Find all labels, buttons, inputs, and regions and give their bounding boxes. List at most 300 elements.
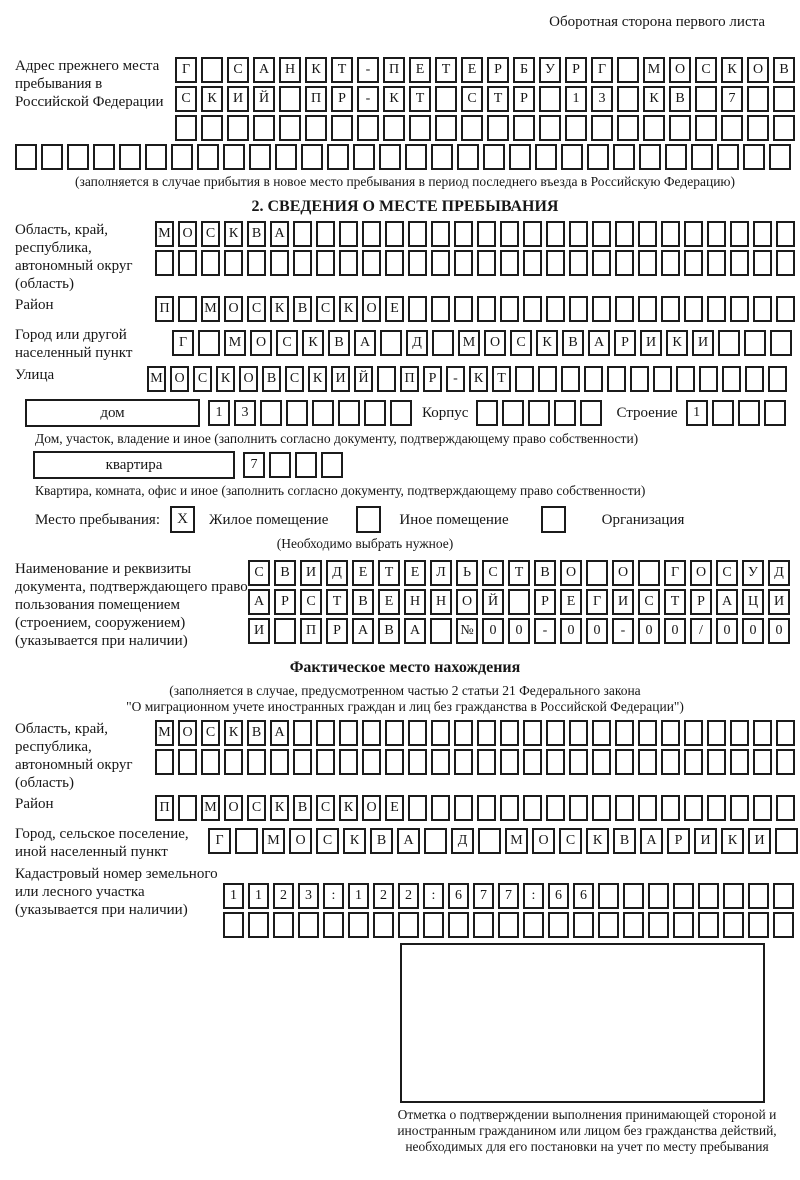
form-cell[interactable]: [565, 115, 587, 141]
form-cell[interactable]: [722, 366, 741, 392]
form-cell[interactable]: [477, 221, 496, 247]
form-cell[interactable]: 3: [298, 883, 319, 909]
form-cell[interactable]: О: [532, 828, 555, 854]
form-cell[interactable]: [270, 749, 289, 775]
form-cell[interactable]: Р: [565, 57, 587, 83]
form-cell[interactable]: [673, 912, 694, 938]
form-cell[interactable]: [561, 366, 580, 392]
form-cell[interactable]: [661, 296, 680, 322]
form-cell[interactable]: [431, 144, 453, 170]
form-cell[interactable]: И: [694, 828, 717, 854]
form-cell[interactable]: [615, 749, 634, 775]
form-cell[interactable]: И: [748, 828, 771, 854]
form-cell[interactable]: [432, 330, 454, 356]
form-cell[interactable]: [638, 749, 657, 775]
form-cell[interactable]: [353, 144, 375, 170]
form-cell[interactable]: Г: [175, 57, 197, 83]
form-cell[interactable]: [587, 144, 609, 170]
form-cell[interactable]: [312, 400, 334, 426]
form-cell[interactable]: [773, 883, 794, 909]
form-cell[interactable]: О: [612, 560, 634, 586]
form-cell[interactable]: 0: [482, 618, 504, 644]
form-cell[interactable]: И: [612, 589, 634, 615]
form-cell[interactable]: [380, 330, 402, 356]
form-cell[interactable]: [398, 912, 419, 938]
form-cell[interactable]: В: [378, 618, 400, 644]
form-cell[interactable]: [454, 749, 473, 775]
form-cell[interactable]: [598, 883, 619, 909]
form-cell[interactable]: Й: [354, 366, 373, 392]
form-cell[interactable]: Е: [409, 57, 431, 83]
form-cell[interactable]: 0: [586, 618, 608, 644]
form-cell[interactable]: [357, 115, 379, 141]
form-cell[interactable]: [362, 749, 381, 775]
form-cell[interactable]: [748, 883, 769, 909]
form-cell[interactable]: [546, 795, 565, 821]
form-cell[interactable]: [390, 400, 412, 426]
form-cell[interactable]: [454, 250, 473, 276]
form-cell[interactable]: Р: [423, 366, 442, 392]
form-cell[interactable]: В: [352, 589, 374, 615]
form-cell[interactable]: С: [247, 296, 266, 322]
form-cell[interactable]: Н: [279, 57, 301, 83]
form-cell[interactable]: О: [289, 828, 312, 854]
form-cell[interactable]: О: [250, 330, 272, 356]
form-cell[interactable]: [435, 86, 457, 112]
form-cell[interactable]: [776, 749, 795, 775]
form-cell[interactable]: [477, 795, 496, 821]
form-cell[interactable]: С: [482, 560, 504, 586]
form-cell[interactable]: 1: [208, 400, 230, 426]
form-cell[interactable]: :: [323, 883, 344, 909]
form-cell[interactable]: [707, 250, 726, 276]
form-cell[interactable]: Р: [534, 589, 556, 615]
form-cell[interactable]: [339, 749, 358, 775]
form-cell[interactable]: 1: [223, 883, 244, 909]
form-cell[interactable]: [707, 749, 726, 775]
form-cell[interactable]: -: [357, 57, 379, 83]
form-cell[interactable]: В: [293, 296, 312, 322]
form-cell[interactable]: [753, 221, 772, 247]
form-cell[interactable]: [477, 296, 496, 322]
form-cell[interactable]: У: [742, 560, 764, 586]
form-cell[interactable]: [377, 366, 396, 392]
form-cell[interactable]: Г: [586, 589, 608, 615]
form-cell[interactable]: 7: [243, 452, 265, 478]
form-cell[interactable]: [699, 366, 718, 392]
form-cell[interactable]: О: [178, 720, 197, 746]
form-cell[interactable]: М: [224, 330, 246, 356]
form-cell[interactable]: [615, 250, 634, 276]
form-cell[interactable]: [327, 144, 349, 170]
form-cell[interactable]: Г: [172, 330, 194, 356]
form-cell[interactable]: М: [262, 828, 285, 854]
form-cell[interactable]: [316, 720, 335, 746]
form-cell[interactable]: [408, 221, 427, 247]
form-cell[interactable]: [293, 221, 312, 247]
form-cell[interactable]: П: [383, 57, 405, 83]
form-cell[interactable]: -: [534, 618, 556, 644]
form-cell[interactable]: -: [612, 618, 634, 644]
form-cell[interactable]: [178, 749, 197, 775]
form-cell[interactable]: [423, 912, 444, 938]
form-cell[interactable]: [684, 749, 703, 775]
form-cell[interactable]: [478, 828, 501, 854]
form-cell[interactable]: [676, 366, 695, 392]
form-cell[interactable]: [379, 144, 401, 170]
form-cell[interactable]: [500, 720, 519, 746]
form-cell[interactable]: [707, 221, 726, 247]
form-cell[interactable]: Т: [487, 86, 509, 112]
form-cell[interactable]: [293, 720, 312, 746]
form-cell[interactable]: М: [201, 795, 220, 821]
form-cell[interactable]: [695, 115, 717, 141]
form-cell[interactable]: Е: [404, 560, 426, 586]
form-cell[interactable]: Т: [331, 57, 353, 83]
form-cell[interactable]: [454, 720, 473, 746]
form-cell[interactable]: С: [276, 330, 298, 356]
form-cell[interactable]: [348, 912, 369, 938]
form-cell[interactable]: Л: [430, 560, 452, 586]
form-cell[interactable]: [385, 250, 404, 276]
form-cell[interactable]: [623, 883, 644, 909]
form-cell[interactable]: Р: [274, 589, 296, 615]
form-cell[interactable]: А: [716, 589, 738, 615]
form-cell[interactable]: [546, 720, 565, 746]
form-cell[interactable]: С: [247, 795, 266, 821]
form-cell[interactable]: [776, 250, 795, 276]
form-cell[interactable]: [653, 366, 672, 392]
form-cell[interactable]: [592, 749, 611, 775]
form-cell[interactable]: [638, 296, 657, 322]
form-cell[interactable]: В: [274, 560, 296, 586]
form-cell[interactable]: [431, 250, 450, 276]
form-cell[interactable]: [487, 115, 509, 141]
form-cell[interactable]: Р: [667, 828, 690, 854]
form-cell[interactable]: К: [339, 795, 358, 821]
form-cell[interactable]: [155, 250, 174, 276]
form-cell[interactable]: [408, 250, 427, 276]
form-cell[interactable]: [538, 366, 557, 392]
form-cell[interactable]: [500, 221, 519, 247]
form-cell[interactable]: 7: [473, 883, 494, 909]
form-cell[interactable]: О: [224, 795, 243, 821]
form-cell[interactable]: 0: [716, 618, 738, 644]
form-cell[interactable]: [477, 720, 496, 746]
form-cell[interactable]: 0: [508, 618, 530, 644]
form-cell[interactable]: И: [300, 560, 322, 586]
form-cell[interactable]: [684, 795, 703, 821]
form-cell[interactable]: [298, 912, 319, 938]
form-cell[interactable]: Т: [492, 366, 511, 392]
form-cell[interactable]: [270, 250, 289, 276]
form-cell[interactable]: К: [721, 828, 744, 854]
form-cell[interactable]: К: [666, 330, 688, 356]
form-cell[interactable]: О: [484, 330, 506, 356]
form-cell[interactable]: [707, 296, 726, 322]
form-cell[interactable]: 7: [498, 883, 519, 909]
form-cell[interactable]: [753, 795, 772, 821]
form-cell[interactable]: [201, 57, 223, 83]
form-cell[interactable]: [673, 883, 694, 909]
form-cell[interactable]: [405, 144, 427, 170]
form-cell[interactable]: [316, 749, 335, 775]
form-cell[interactable]: [279, 86, 301, 112]
form-cell[interactable]: [408, 749, 427, 775]
form-cell[interactable]: [316, 250, 335, 276]
form-cell[interactable]: [523, 296, 542, 322]
form-cell[interactable]: К: [224, 720, 243, 746]
form-cell[interactable]: [454, 296, 473, 322]
form-cell[interactable]: В: [262, 366, 281, 392]
form-cell[interactable]: [546, 250, 565, 276]
form-cell[interactable]: Г: [591, 57, 613, 83]
form-cell[interactable]: К: [305, 57, 327, 83]
form-cell[interactable]: [638, 720, 657, 746]
form-cell[interactable]: [431, 720, 450, 746]
form-cell[interactable]: [723, 883, 744, 909]
form-cell[interactable]: [339, 720, 358, 746]
form-cell[interactable]: А: [253, 57, 275, 83]
form-cell[interactable]: С: [175, 86, 197, 112]
form-cell[interactable]: [684, 720, 703, 746]
form-cell[interactable]: С: [316, 795, 335, 821]
form-cell[interactable]: [323, 912, 344, 938]
form-cell[interactable]: [223, 912, 244, 938]
form-cell[interactable]: [364, 400, 386, 426]
form-cell[interactable]: [477, 250, 496, 276]
form-cell[interactable]: С: [285, 366, 304, 392]
form-cell[interactable]: Т: [508, 560, 530, 586]
form-cell[interactable]: [648, 883, 669, 909]
form-cell[interactable]: [247, 250, 266, 276]
form-cell[interactable]: [561, 144, 583, 170]
form-cell[interactable]: [224, 749, 243, 775]
form-cell[interactable]: М: [201, 296, 220, 322]
form-cell[interactable]: [41, 144, 63, 170]
form-cell[interactable]: [269, 452, 291, 478]
form-cell[interactable]: [539, 115, 561, 141]
form-cell[interactable]: [119, 144, 141, 170]
form-cell[interactable]: [523, 795, 542, 821]
form-cell[interactable]: [776, 720, 795, 746]
form-cell[interactable]: 6: [548, 883, 569, 909]
form-cell[interactable]: [500, 296, 519, 322]
form-cell[interactable]: [684, 250, 703, 276]
form-cell[interactable]: [235, 828, 258, 854]
form-cell[interactable]: [175, 115, 197, 141]
form-cell[interactable]: [523, 221, 542, 247]
form-cell[interactable]: [362, 250, 381, 276]
form-cell[interactable]: [776, 296, 795, 322]
form-cell[interactable]: [569, 749, 588, 775]
form-cell[interactable]: [770, 330, 792, 356]
form-cell[interactable]: [498, 912, 519, 938]
form-cell[interactable]: [745, 366, 764, 392]
form-cell[interactable]: [573, 912, 594, 938]
form-cell[interactable]: И: [768, 589, 790, 615]
form-cell[interactable]: [408, 296, 427, 322]
form-cell[interactable]: [569, 296, 588, 322]
form-cell[interactable]: -: [446, 366, 465, 392]
form-cell[interactable]: [730, 795, 749, 821]
form-cell[interactable]: /: [690, 618, 712, 644]
form-cell[interactable]: А: [270, 720, 289, 746]
form-cell[interactable]: [592, 720, 611, 746]
form-cell[interactable]: [539, 86, 561, 112]
form-cell[interactable]: С: [461, 86, 483, 112]
form-cell[interactable]: [500, 795, 519, 821]
form-cell[interactable]: [776, 221, 795, 247]
form-cell[interactable]: В: [613, 828, 636, 854]
form-cell[interactable]: [592, 221, 611, 247]
form-cell[interactable]: [580, 400, 602, 426]
form-cell[interactable]: [145, 144, 167, 170]
form-cell[interactable]: [707, 720, 726, 746]
form-cell[interactable]: [721, 115, 743, 141]
form-cell[interactable]: [617, 57, 639, 83]
form-cell[interactable]: 0: [742, 618, 764, 644]
form-cell[interactable]: С: [510, 330, 532, 356]
form-cell[interactable]: [661, 749, 680, 775]
form-cell[interactable]: [178, 296, 197, 322]
form-cell[interactable]: [546, 296, 565, 322]
form-cell[interactable]: 0: [560, 618, 582, 644]
residence-checkbox-inoe[interactable]: [356, 506, 381, 533]
form-cell[interactable]: [483, 144, 505, 170]
form-cell[interactable]: [197, 144, 219, 170]
form-cell[interactable]: В: [370, 828, 393, 854]
form-cell[interactable]: [638, 250, 657, 276]
form-cell[interactable]: М: [643, 57, 665, 83]
form-cell[interactable]: [454, 795, 473, 821]
form-cell[interactable]: С: [316, 828, 339, 854]
form-cell[interactable]: [723, 912, 744, 938]
form-cell[interactable]: М: [505, 828, 528, 854]
residence-checkbox-org[interactable]: [541, 506, 566, 533]
form-cell[interactable]: [615, 296, 634, 322]
form-cell[interactable]: Р: [690, 589, 712, 615]
form-cell[interactable]: О: [362, 795, 381, 821]
form-cell[interactable]: К: [643, 86, 665, 112]
form-cell[interactable]: [669, 115, 691, 141]
form-cell[interactable]: Д: [451, 828, 474, 854]
form-cell[interactable]: О: [690, 560, 712, 586]
form-cell[interactable]: 2: [373, 883, 394, 909]
form-cell[interactable]: [717, 144, 739, 170]
form-cell[interactable]: [178, 250, 197, 276]
form-cell[interactable]: А: [404, 618, 426, 644]
form-cell[interactable]: [227, 115, 249, 141]
form-cell[interactable]: К: [586, 828, 609, 854]
form-cell[interactable]: Е: [385, 795, 404, 821]
form-cell[interactable]: [275, 144, 297, 170]
form-cell[interactable]: [430, 618, 452, 644]
form-cell[interactable]: [373, 912, 394, 938]
form-cell[interactable]: [718, 330, 740, 356]
form-cell[interactable]: [224, 250, 243, 276]
form-cell[interactable]: [385, 749, 404, 775]
form-cell[interactable]: Д: [768, 560, 790, 586]
form-cell[interactable]: [509, 144, 531, 170]
form-cell[interactable]: К: [308, 366, 327, 392]
form-cell[interactable]: В: [773, 57, 795, 83]
form-cell[interactable]: С: [316, 296, 335, 322]
form-cell[interactable]: [747, 115, 769, 141]
form-cell[interactable]: [515, 366, 534, 392]
form-cell[interactable]: [248, 912, 269, 938]
form-cell[interactable]: [316, 221, 335, 247]
form-cell[interactable]: [508, 589, 530, 615]
form-cell[interactable]: У: [539, 57, 561, 83]
form-cell[interactable]: [253, 115, 275, 141]
form-cell[interactable]: 2: [273, 883, 294, 909]
form-cell[interactable]: [15, 144, 37, 170]
form-cell[interactable]: А: [248, 589, 270, 615]
form-cell[interactable]: С: [716, 560, 738, 586]
form-cell[interactable]: О: [560, 560, 582, 586]
form-cell[interactable]: [617, 115, 639, 141]
form-cell[interactable]: П: [400, 366, 419, 392]
form-cell[interactable]: 3: [591, 86, 613, 112]
form-cell[interactable]: И: [692, 330, 714, 356]
form-cell[interactable]: Д: [406, 330, 428, 356]
form-cell[interactable]: Т: [409, 86, 431, 112]
form-cell[interactable]: Р: [614, 330, 636, 356]
form-cell[interactable]: С: [193, 366, 212, 392]
form-cell[interactable]: [155, 749, 174, 775]
form-cell[interactable]: [769, 144, 791, 170]
form-cell[interactable]: С: [300, 589, 322, 615]
form-cell[interactable]: [339, 221, 358, 247]
form-cell[interactable]: И: [640, 330, 662, 356]
form-cell[interactable]: А: [354, 330, 376, 356]
form-cell[interactable]: П: [300, 618, 322, 644]
form-cell[interactable]: 0: [638, 618, 660, 644]
form-cell[interactable]: [535, 144, 557, 170]
form-cell[interactable]: :: [523, 883, 544, 909]
form-cell[interactable]: 0: [664, 618, 686, 644]
form-cell[interactable]: Г: [208, 828, 231, 854]
form-cell[interactable]: [523, 749, 542, 775]
form-cell[interactable]: О: [178, 221, 197, 247]
form-cell[interactable]: [279, 115, 301, 141]
form-cell[interactable]: [431, 296, 450, 322]
form-cell[interactable]: К: [721, 57, 743, 83]
form-cell[interactable]: М: [155, 221, 174, 247]
form-cell[interactable]: [764, 400, 786, 426]
form-cell[interactable]: [178, 795, 197, 821]
form-cell[interactable]: [339, 250, 358, 276]
form-cell[interactable]: [331, 115, 353, 141]
form-cell[interactable]: О: [747, 57, 769, 83]
form-cell[interactable]: В: [293, 795, 312, 821]
form-cell[interactable]: [712, 400, 734, 426]
form-cell[interactable]: [753, 749, 772, 775]
form-cell[interactable]: 1: [348, 883, 369, 909]
form-cell[interactable]: [592, 296, 611, 322]
form-cell[interactable]: [738, 400, 760, 426]
form-cell[interactable]: [321, 452, 343, 478]
form-cell[interactable]: [500, 250, 519, 276]
form-cell[interactable]: [753, 250, 772, 276]
form-cell[interactable]: В: [328, 330, 350, 356]
form-cell[interactable]: 3: [234, 400, 256, 426]
form-cell[interactable]: К: [270, 795, 289, 821]
form-cell[interactable]: Т: [435, 57, 457, 83]
form-cell[interactable]: [569, 720, 588, 746]
form-cell[interactable]: [684, 296, 703, 322]
